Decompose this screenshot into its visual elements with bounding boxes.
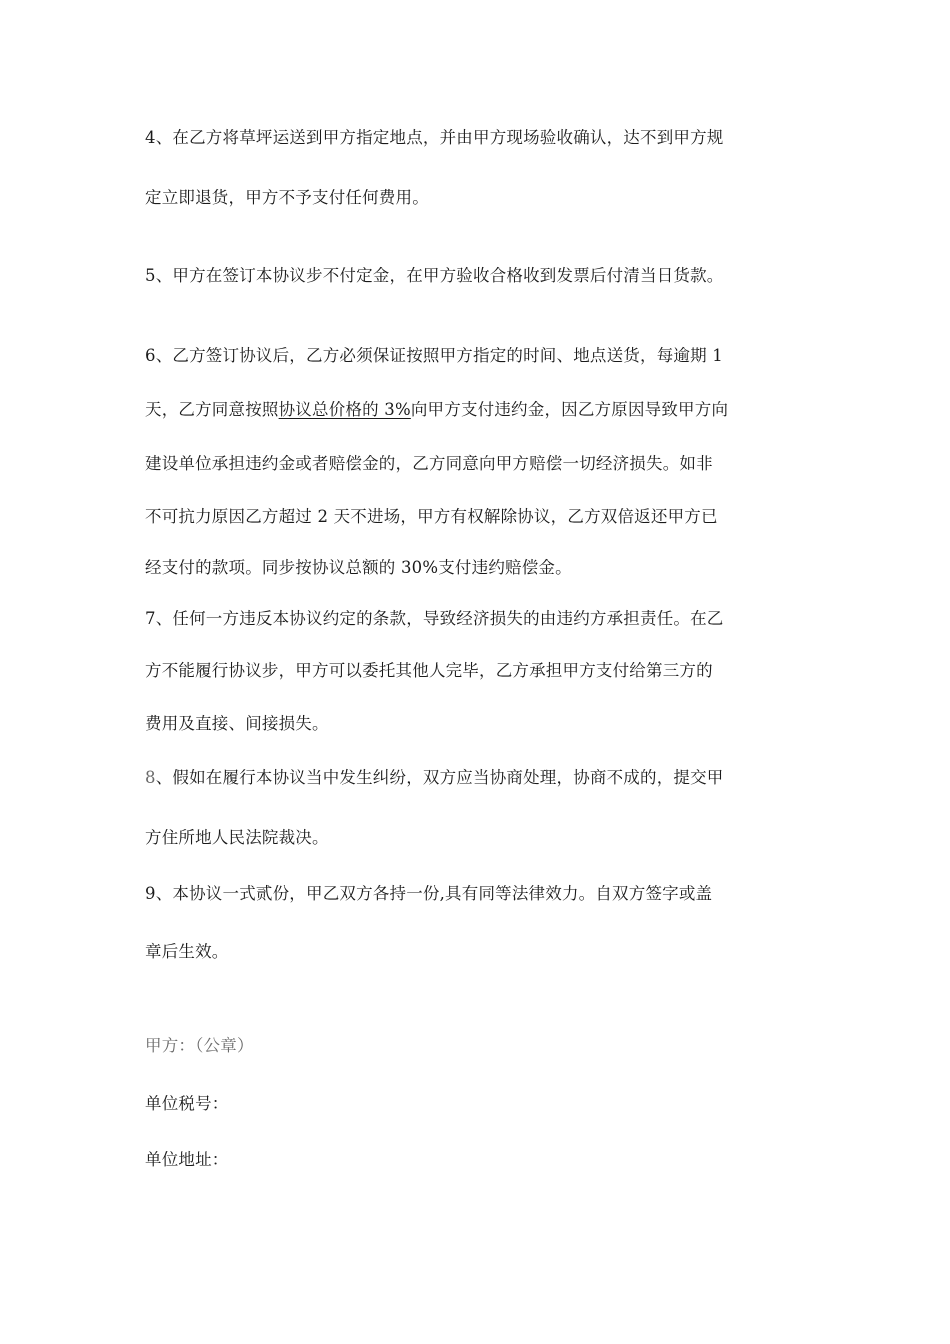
clause-6-line-2-post: 向甲方支付违约金，因乙方原因导致甲方向	[410, 400, 729, 419]
clause-8-line-2: 方住所地人民法院裁决。	[145, 828, 329, 847]
clause-7-line-2: 方不能履行协议步，甲方可以委托其他人完毕，乙方承担甲方支付给第三方的	[145, 661, 713, 680]
clause-4-line-1: 4、在乙方将草坪运送到甲方指定地点，并由甲方现场验收确认，达不到甲方规	[145, 128, 724, 147]
clause-5-line-1: 5、甲方在签订本协议步不付定金，在甲方验收合格收到发票后付清当日货款。	[145, 266, 724, 285]
clause-8-line-1	[145, 766, 724, 790]
clause-6-line-3: 建设单位承担违约金或者赔偿金的，乙方同意向甲方赔偿一切经济损失。如非	[145, 454, 713, 473]
clause-6-line-5: 经支付的款项。同步按协议总额的 30%支付违约赔偿金。	[145, 558, 572, 577]
clause-6-line-1: 6、乙方签订协议后，乙方必须保证按照甲方指定的时间、地点送货，每逾期 1	[145, 346, 723, 365]
party-a-seal-label: 甲方：（公章）	[145, 1036, 254, 1055]
clause-6-line-4: 不可抗力原因乙方超过 2 天不进场，甲方有权解除协议，乙方双倍返还甲方已	[145, 507, 718, 526]
clause-6-line-2	[145, 398, 728, 422]
clause-7-line-3: 费用及直接、间接损失。	[145, 714, 329, 733]
clause-8-number: 8	[145, 768, 156, 787]
clause-7-line-1: 7、任何一方违反本协议约定的条款，导致经济损失的由违约方承担责任。在乙	[145, 609, 724, 628]
tax-id-label: 单位税号：	[145, 1094, 229, 1113]
clause-9-line-1: 9、本协议一式贰份，甲乙双方各持一份,具有同等法律效力。自双方签字或盖	[145, 884, 713, 903]
penalty-rate-underlined: 协议总价格的 3%	[278, 400, 411, 419]
clause-4-line-2: 定立即退货，甲方不予支付任何费用。	[145, 188, 429, 207]
clause-9-line-2: 章后生效。	[145, 942, 229, 961]
clause-6-line-2-pre: 天，乙方同意按照	[145, 400, 279, 419]
clause-8-line-1-rest: 、假如在履行本协议当中发生纠纷，双方应当协商处理，协商不成的，提交甲	[155, 768, 724, 787]
address-label: 单位地址：	[145, 1150, 229, 1169]
